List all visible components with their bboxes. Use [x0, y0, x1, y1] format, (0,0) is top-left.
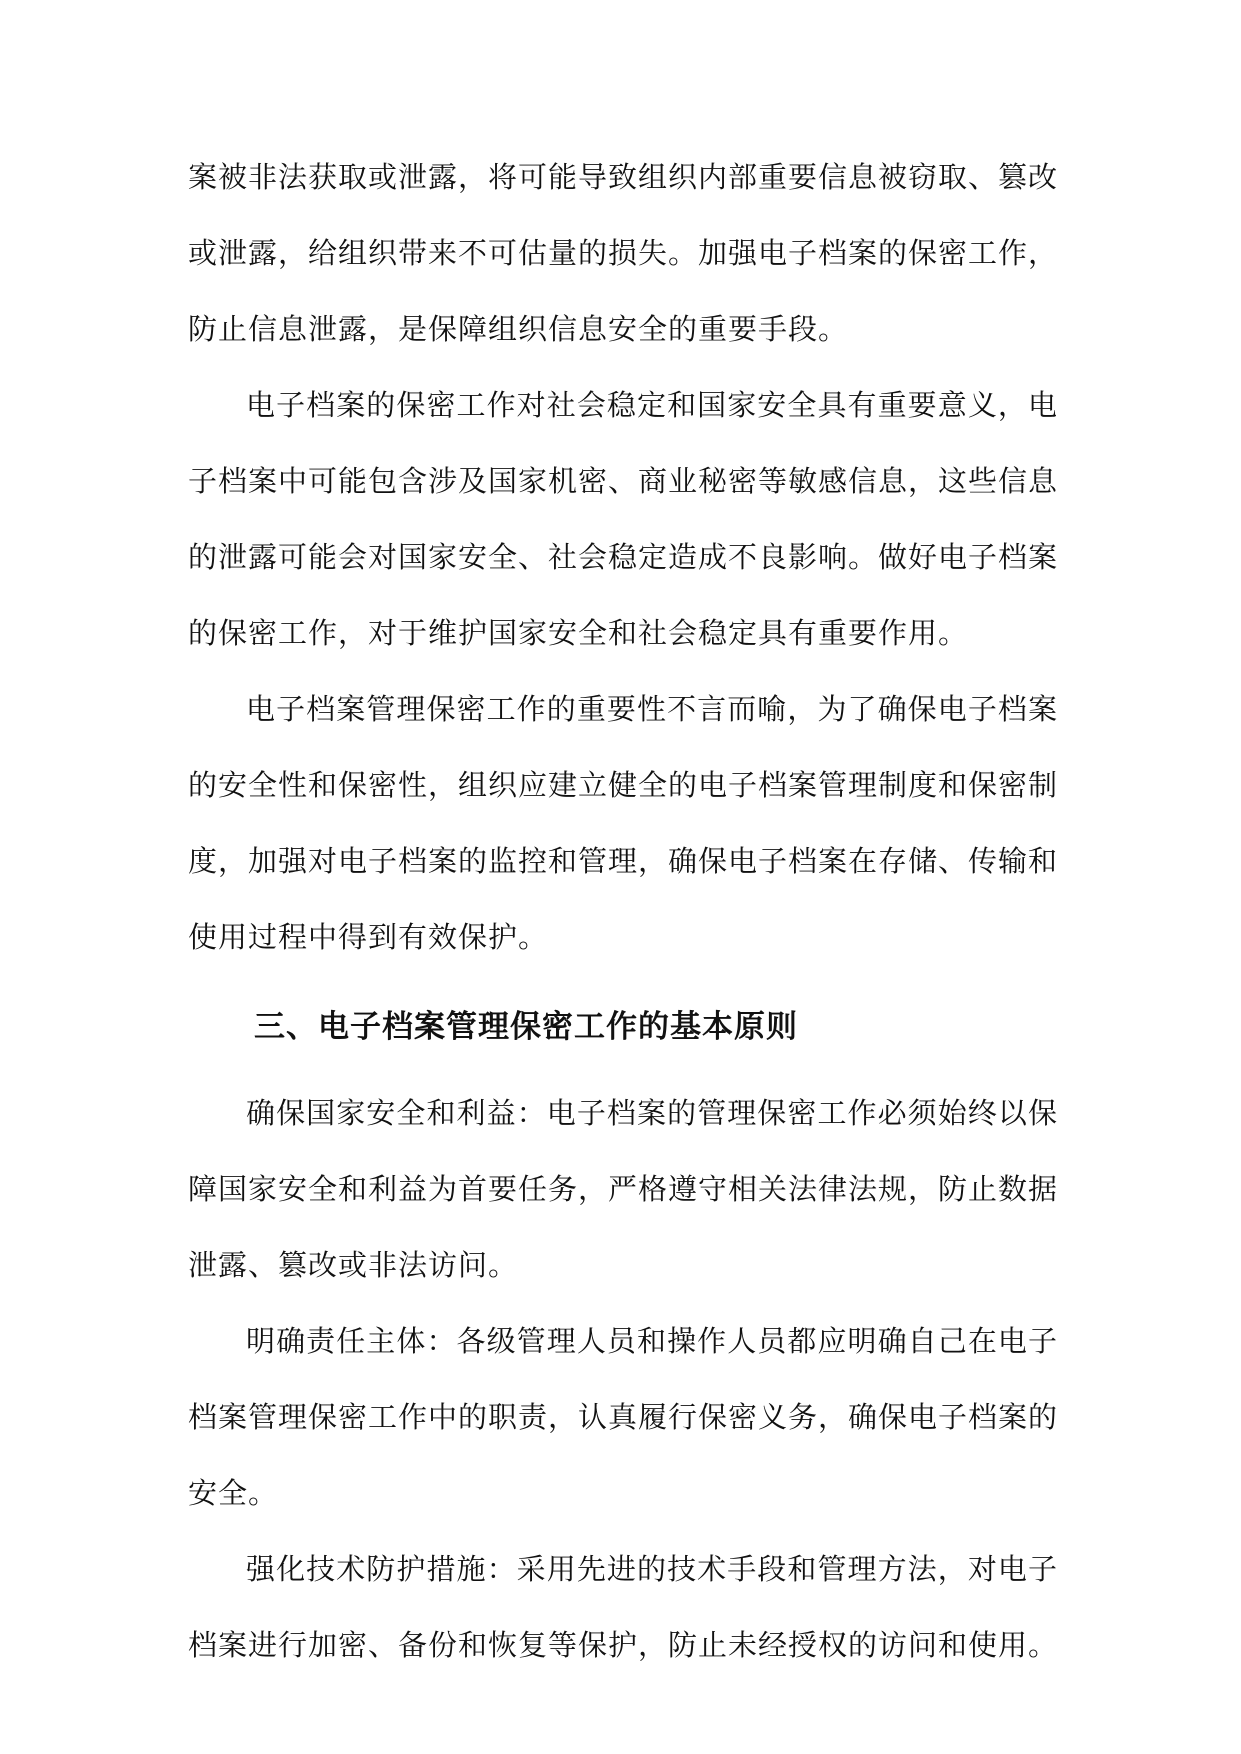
- paragraph-principle-technical-protection: 强化技术防护措施：采用先进的技术手段和管理方法，对电子档案进行加密、备份和恢复等保护，防止未经授权的访问和使用。: [188, 1552, 1059, 1662]
- document-body: [188, 139, 1058, 1683]
- paragraph-continuation: 案被非法获取或泄露，将可能导致组织内部重要信息被窃取、篡改或泄露，给组织带来不可估量的损失。加强电子档案的保密工作，防止信息泄露，是保障组织信息安全的重要手段。: [188, 160, 1059, 346]
- paragraph-principle-national-security: 确保国家安全和利益：电子档案的管理保密工作必须始终以保障国家安全和利益为首要任务，严格遵守相关法律法规，防止数据泄露、篡改或非法访问。: [188, 1096, 1059, 1282]
- paragraph-principle-responsibility: 明确责任主体：各级管理人员和操作人员都应明确自己在电子档案管理保密工作中的职责，认真履行保密义务，确保电子档案的安全。: [188, 1324, 1059, 1510]
- paragraph-social-stability: 电子档案的保密工作对社会稳定和国家安全具有重要意义，电子档案中可能包含涉及国家机密、商业秘密等敏感信息，这些信息的泄露可能会对国家安全、社会稳定造成不良影响。做好电子档案的保密工作，对于维护国家安全和社会稳定具有重要作用。: [188, 388, 1059, 650]
- section-heading: 三、电子档案管理保密工作的基本原则: [254, 1009, 798, 1045]
- paragraph-importance: 电子档案管理保密工作的重要性不言而喻，为了确保电子档案的安全性和保密性，组织应建立健全的电子档案管理制度和保密制度，加强对电子档案的监控和管理，确保电子档案在存储、传输和使用过程中得到有效保护。: [188, 692, 1059, 954]
